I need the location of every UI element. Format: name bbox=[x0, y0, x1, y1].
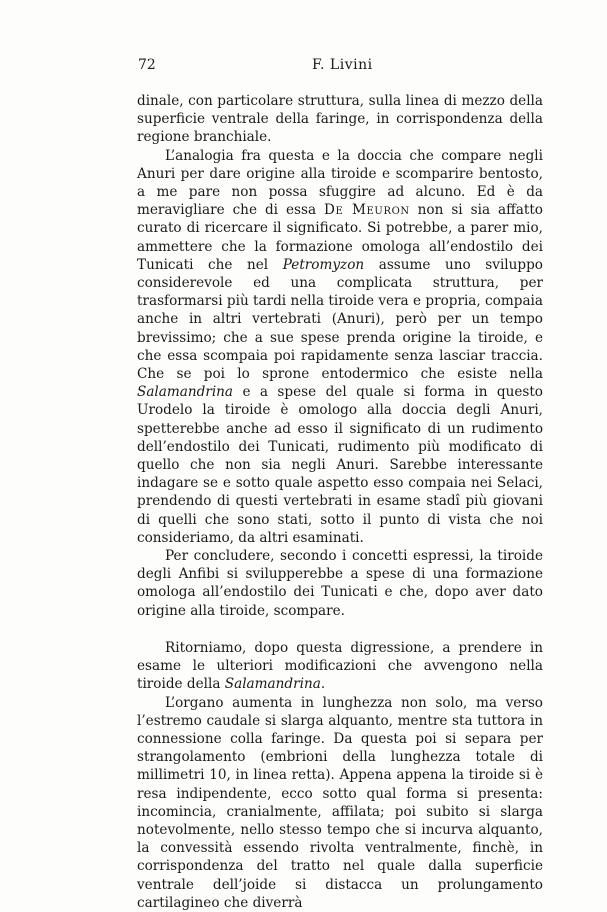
taxon-name: Salamandrina bbox=[224, 676, 321, 693]
paragraph-return bbox=[137, 639, 543, 694]
text-run: Per concludere, secondo i concetti espressi, la tiroide degli Anfibi si svilupperebbe a spese di una formazione omologa all’endostilo dei Tunicati e che, dopo aver dato origine alla tiroide, scompare. bbox=[137, 548, 543, 619]
text-run: L’analogia fra questa e la doccia che compare negli Anuri per dare origine alla tiroide e scomparire bentosto, a me pare non possa sfuggire ad alcuno. Ed è da meravigliare che di essa bbox=[137, 147, 543, 219]
text-run: dinale, con particolare struttura, sulla linea di mezzo della superficie ventrale della faringe, in corrispondenza della regione branchiale. bbox=[137, 93, 543, 146]
paragraph-continued bbox=[137, 92, 543, 147]
paragraph-conclusion bbox=[137, 547, 543, 620]
text-run: Ritorniamo, dopo questa digressione, a prendere in esame le ulteriori modificazioni che avvengono nella tiroide della bbox=[137, 639, 543, 693]
body-text bbox=[137, 92, 543, 912]
text-run: L’organo aumenta in lunghezza non solo, ma verso l’estremo caudale si slarga alquanto, mentre sta tuttora in connessione colla faringe. Da questa poi si separa per strangolamento (embrioni della lunghezza totale di millimetri 10, in linea retta). Appena appena la tiroide si è resa indipendente, ecco sotto qual forma si presenta: incomincia, cranialmente, affilata; poi subito si slarga notevolmente, nello stesso tempo che si incurva alquanto, la convessità essendo rivolta ventralmente, finchè, in corrispondenza del tratto nel quale dalla superficie ventrale dell’joide si distacca un prolungamento cartilagineo che diverrà bbox=[137, 694, 543, 911]
text-run: non si sia affatto curato di ricercare il significato. Si potrebbe, a parer mio, ammettere che la formazione omologa all’endostilo dei Tunicati che nel bbox=[137, 202, 543, 273]
text-run: e a spese del quale si forma in questo Urodelo la tiroide è omologo alla doccia degli Anuri, spetterebbe anche ad esso il significato di un rudimento dell’endostilo dei Tunicati, rudimento più modificato di quello che non sia negli Anuri. Sarebbe interessante indagare se e sotto quale aspetto esso compaia nei Selaci, prendendo di questi vertebrati in esame stadî più giovani di quelli che sono stati, sotto il punto di vista che noi consideriamo, da altri esaminati. bbox=[137, 384, 543, 546]
text-run: . bbox=[320, 676, 326, 693]
taxon-name: Petromyzon bbox=[282, 256, 365, 273]
page-number: 72 bbox=[138, 57, 156, 73]
paragraph-organ bbox=[137, 694, 543, 912]
paragraph-analogy bbox=[137, 147, 543, 547]
taxon-name: Salamandrina bbox=[137, 384, 234, 401]
text-run: assume uno sviluppo considerevole ed una complicata struttura, per trasformarsi più tardi nella tiroide vera e propria, compaia anche in altri vertebrati (Anuri), però per un tempo brevissimo; che a sue spese prenda origine la tiroide, e che essa scompaia poi rapidamente senza lasciar traccia. Che se poi lo sprone entodermico che esiste nella bbox=[137, 256, 543, 383]
running-head: F. Livini bbox=[312, 57, 373, 73]
author-name: De Meuron bbox=[324, 202, 410, 219]
